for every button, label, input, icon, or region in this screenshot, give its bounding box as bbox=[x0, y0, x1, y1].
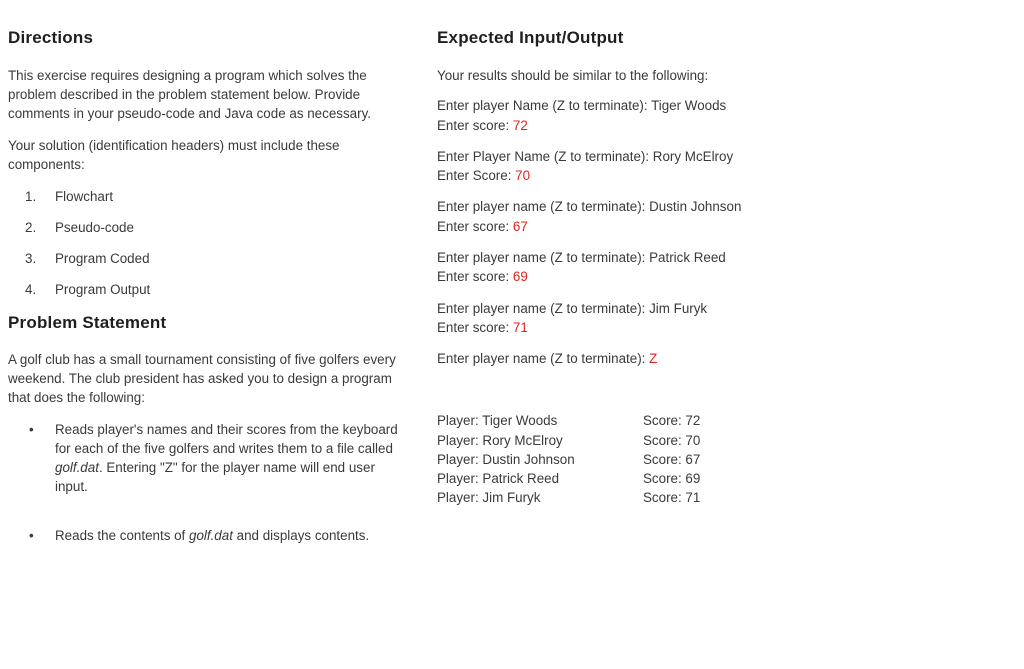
name-prompt: Enter player name (Z to terminate): Jim Furyk bbox=[437, 300, 708, 316]
problem-statement-heading: Problem Statement bbox=[8, 313, 167, 333]
io-entry bbox=[437, 197, 857, 236]
score-line bbox=[437, 217, 857, 236]
expected-io-heading: Expected Input/Output bbox=[437, 28, 624, 47]
bullet: • bbox=[29, 528, 34, 544]
score-prompt: Enter score: bbox=[437, 218, 513, 234]
score-line bbox=[437, 166, 857, 185]
list-item bbox=[8, 187, 403, 206]
table-row bbox=[437, 431, 700, 450]
task-text bbox=[55, 526, 400, 545]
result-player: Player: Jim Furyk bbox=[437, 490, 541, 506]
score-value: 70 bbox=[515, 168, 531, 184]
score-line bbox=[437, 267, 857, 286]
result-score: Score: 70 bbox=[643, 432, 701, 448]
directions-heading: Directions bbox=[8, 28, 94, 47]
terminate-line bbox=[437, 349, 857, 368]
result-score: Score: 67 bbox=[643, 451, 701, 467]
result-player: Player: Rory McElroy bbox=[437, 432, 563, 448]
task-text-part: Reads the contents of bbox=[55, 528, 189, 544]
table-row bbox=[437, 488, 700, 507]
problem-description: A golf club has a small tournament consisting of five golfers every weekend. The club president has asked you to design a program that does the following: bbox=[8, 352, 396, 406]
result-score: Score: 72 bbox=[643, 413, 701, 429]
io-entry bbox=[437, 96, 857, 135]
table-row bbox=[437, 411, 700, 430]
list-item bbox=[8, 526, 403, 545]
score-prompt: Enter score: bbox=[437, 269, 513, 285]
right-column bbox=[437, 28, 857, 507]
list-label: Program Output bbox=[55, 282, 151, 298]
score-prompt: Enter score: bbox=[437, 319, 513, 335]
list-item bbox=[8, 218, 403, 237]
list-label: Flowchart bbox=[55, 189, 114, 205]
list-item bbox=[8, 420, 403, 497]
name-prompt: Enter player name (Z to terminate): Dustin Johnson bbox=[437, 199, 742, 215]
file-name: golf.dat bbox=[189, 528, 233, 544]
file-name: golf.dat bbox=[55, 460, 99, 476]
name-prompt: Enter Player Name (Z to terminate): Rory McElroy bbox=[437, 148, 734, 164]
result-player: Player: Patrick Reed bbox=[437, 470, 560, 486]
task-text bbox=[55, 420, 400, 497]
score-value: 72 bbox=[512, 117, 528, 133]
list-number: 1. bbox=[25, 189, 37, 205]
name-prompt: Enter player Name (Z to terminate): Tiger Woods bbox=[437, 98, 727, 114]
name-prompt: Enter player name (Z to terminate): Patrick Reed bbox=[437, 249, 726, 265]
io-entry bbox=[437, 248, 857, 287]
io-entry bbox=[437, 147, 857, 186]
list-number: 3. bbox=[25, 251, 37, 267]
io-entry bbox=[437, 299, 857, 338]
directions-requirement: Your solution (identification headers) must include these components: bbox=[8, 137, 340, 172]
score-line bbox=[437, 318, 857, 337]
list-label: Pseudo-code bbox=[55, 220, 134, 236]
result-score: Score: 69 bbox=[643, 470, 701, 486]
table-row bbox=[437, 469, 700, 488]
results-table bbox=[437, 411, 700, 507]
task-text-part: Reads player's names and their scores from the keyboard for each of the five golfers and writes them to a file called bbox=[55, 421, 398, 456]
score-prompt: Enter Score: bbox=[437, 168, 516, 184]
list-item bbox=[8, 280, 403, 299]
list-label: Program Coded bbox=[55, 251, 150, 267]
task-text-part: and displays contents. bbox=[232, 528, 370, 544]
list-item bbox=[8, 249, 403, 268]
task-text-part: . Entering "Z" for the player name will end user input. bbox=[55, 460, 375, 495]
score-value: 69 bbox=[512, 269, 528, 285]
score-line bbox=[437, 116, 857, 135]
result-player: Player: Dustin Johnson bbox=[437, 451, 575, 467]
bullet: • bbox=[29, 421, 34, 437]
left-column bbox=[8, 28, 403, 546]
components-list bbox=[8, 187, 403, 299]
terminate-value: Z bbox=[649, 351, 658, 367]
table-row bbox=[437, 450, 700, 469]
score-prompt: Enter score: bbox=[437, 117, 513, 133]
list-number: 4. bbox=[25, 282, 37, 298]
result-player: Player: Tiger Woods bbox=[437, 413, 558, 429]
list-number: 2. bbox=[25, 220, 37, 236]
score-value: 71 bbox=[512, 319, 528, 335]
terminate-prompt: Enter player name (Z to terminate): bbox=[437, 351, 650, 367]
score-value: 67 bbox=[512, 218, 528, 234]
result-score: Score: 71 bbox=[643, 490, 701, 506]
task-list bbox=[8, 420, 403, 546]
directions-intro: This exercise requires designing a program which solves the problem described in the problem statement below. Provide comments in your pseudo-code and Java code as necessary. bbox=[8, 68, 371, 122]
expected-io-intro: Your results should be similar to the following: bbox=[437, 68, 709, 83]
